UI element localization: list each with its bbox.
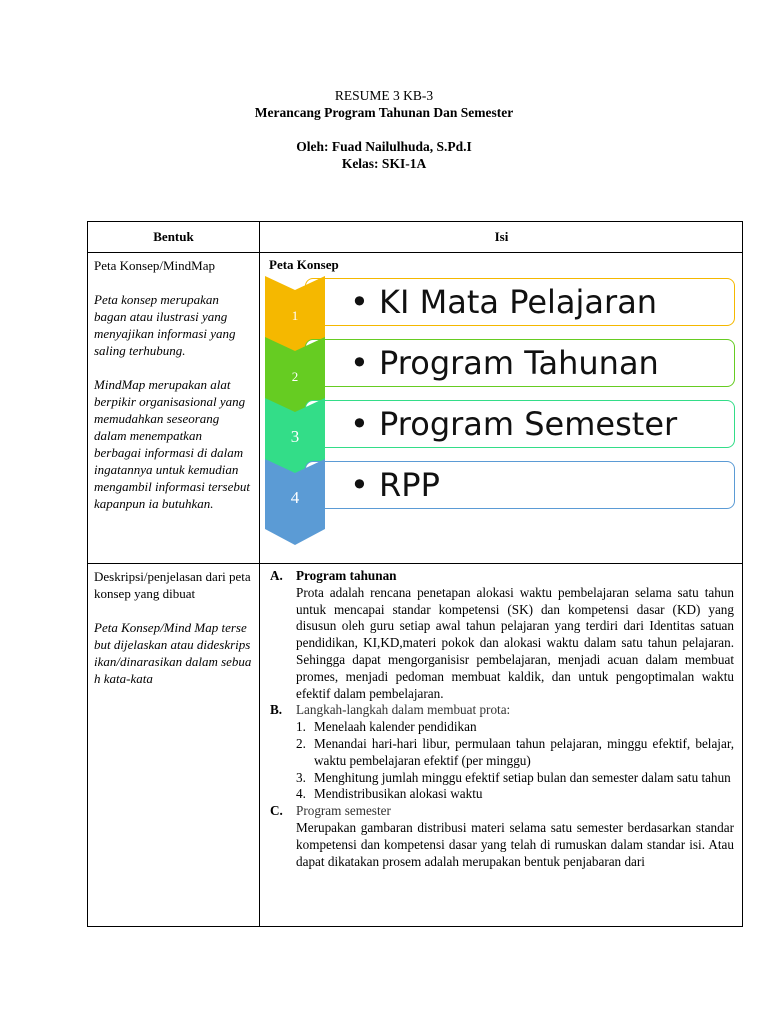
row1-left-para2: MindMap merupakan alat berpikir organisasional yang memudahkan seseorang dalam menempatkan berbagai informasi di dalam ingatannya untuk kemudian mengambil informasi tersebut kapanpun ia butuhkan. [94,377,250,511]
column-divider [259,222,260,926]
concept-box-2 [305,339,735,387]
concept-number-2: 2 [291,369,299,384]
row2-left-title: Deskripsi/penjelasan dari peta konsep yang dibuat [94,569,251,601]
concept-label-3: • Program Semester [350,405,678,443]
row1-left-para1: Peta konsep merupakan bagan atau ilustrasi yang menyajikan informasi yang saling terhubung. [94,292,236,358]
section-b-label: B. [270,702,283,718]
row1-left-cell [94,257,252,512]
concept-label-1: • KI Mata Pelajaran [350,283,658,321]
header-divider [88,252,742,253]
list-item: 2. Menandai hari-hari libur, permulaan tahun pelajaran, minggu efektif, belajar, waktu pembelajaran efektif (per minggu) [296,735,734,768]
section-a-title: Program tahunan [296,568,397,583]
section-a-label: A. [270,568,283,583]
section-b [270,702,734,803]
class-line: Kelas: SKI-1A [341,156,427,171]
section-a [270,568,734,702]
concept-label-4: • RPP [350,466,440,504]
section-c-title: Program semester [296,803,391,819]
section-c [270,803,734,870]
document-title: Merancang Program Tahunan Dan Semester [254,105,514,120]
concept-map-diagram [265,278,739,528]
concept-box-1 [305,278,735,326]
list-item: 4. Mendistribusikan alokasi waktu [296,786,483,802]
row2-left-cell [94,568,252,687]
row2-right-cell [270,568,734,870]
concept-label-2: • Program Tahunan [350,344,659,382]
section-c-text: Merupakan gambaran distribusi materi selama satu semester berdasarkan standar kompetensi dan kompetensi dasar yang telah di rumuskan dalam standar isi. Atau dapat dikatakan prosem adalah merupakan bentuk penjabaran dari [296,819,734,869]
row-divider [88,563,742,564]
concept-number-3: 3 [290,427,300,446]
section-b-title: Langkah-langkah dalam membuat prota: [296,702,511,718]
column-header-isi: Isi [494,229,509,244]
list-item: 1. Menelaah kalender pendidikan [296,719,477,735]
resume-title: RESUME 3 KB-3 [334,88,434,103]
row2-left-para: Peta Konsep/Mind Map tersebut dijelaskan atau dideskripsikan/dinarasikan dalam sebuah kata-kata [94,620,252,686]
concept-number-1: 1 [291,308,299,323]
section-b-list [296,719,734,803]
row1-left-title: Peta Konsep/MindMap [94,258,215,273]
peta-konsep-title: Peta Konsep [269,257,339,272]
column-header-bentuk: Bentuk [153,229,194,244]
author-line: Oleh: Fuad Nailulhuda, S.Pd.I [296,139,472,154]
concept-box-3 [305,400,735,448]
section-a-text: Prota adalah rencana penetapan alokasi waktu pembelajaran selama satu tahun untuk mencapai standar kompetensi (SK) dan kompetensi dasar (KD) yang disusun oleh guru setiap awal tahun pelajaran yang terdiri dari Identitas satuan pendidikan, KI,KD,materi pokok dan alokasi waktu dalam satu tahun pelajaran. Sehingga dapat mengorganisisr pembelajaran, menjadi acuan dalam membuat promes, menjadi pedoman membuat kaldik, dan untuk pengoptimalan waktu efektif dalam pembelajaran. [296,584,734,701]
concept-number-4: 4 [290,488,300,507]
section-c-label: C. [270,803,283,819]
concept-box-4 [305,461,735,509]
list-item: 3. Menghitung jumlah minggu efektif setiap bulan dan semester dalam satu tahun [296,769,731,785]
